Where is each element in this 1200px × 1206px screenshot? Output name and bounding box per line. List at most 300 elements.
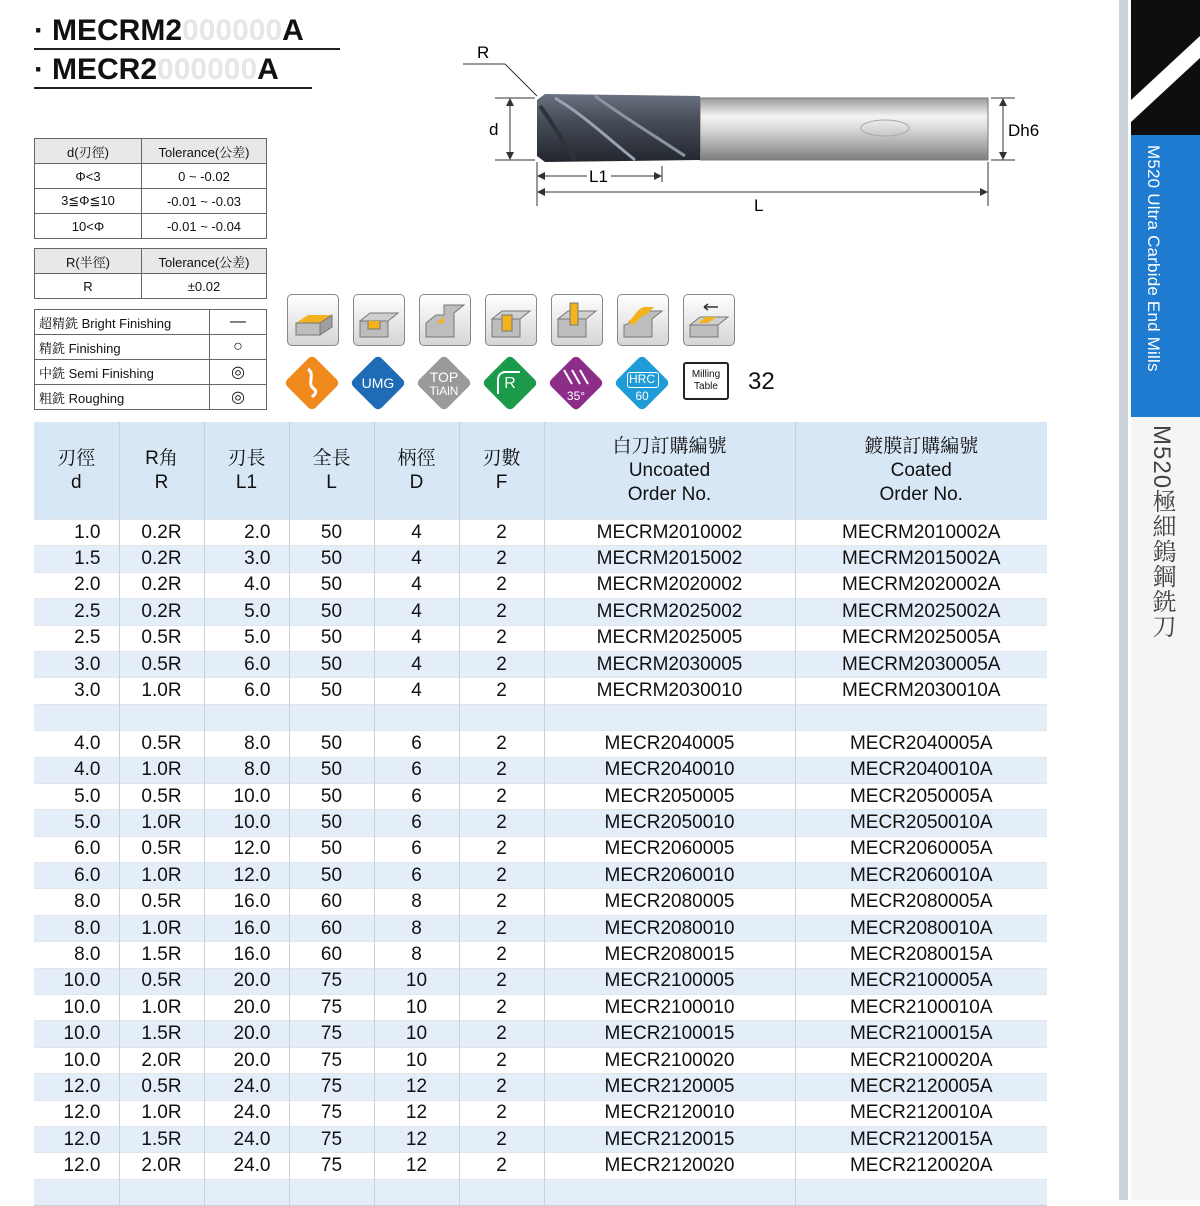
- table-cell: MECR2050005: [544, 783, 795, 809]
- table-cell: MECRM2015002A: [795, 546, 1047, 572]
- table-cell: MECR2060010: [544, 863, 795, 889]
- table-cell: 6.0: [204, 651, 289, 677]
- table-cell: MECR2080015: [544, 942, 795, 968]
- table-cell: MECR2050005A: [795, 783, 1047, 809]
- table-cell: [459, 704, 544, 730]
- table-row: [34, 836, 1047, 862]
- header-line: L: [326, 471, 337, 493]
- product-title-2: [34, 53, 279, 87]
- table-cell: MECR2040005A: [795, 731, 1047, 757]
- table-cell: 20.0: [204, 1021, 289, 1047]
- table-cell: [544, 1179, 795, 1205]
- table-cell: 4.0: [204, 572, 289, 598]
- table-cell: [204, 1179, 289, 1205]
- table-row: [34, 1100, 1047, 1126]
- label-dh6: Dh6: [1008, 121, 1040, 140]
- table-cell: 12: [374, 1100, 459, 1126]
- table-row: [34, 625, 1047, 651]
- table-cell: [374, 1179, 459, 1205]
- table-cell: 10.0: [34, 1047, 119, 1073]
- table-cell: [119, 704, 204, 730]
- side-title-chinese: M520極細鎢鋼銑刀: [1148, 425, 1175, 640]
- tolerance-d-cell: 0 ~ -0.02: [142, 164, 267, 189]
- table-cell: MECR2120020: [544, 1153, 795, 1179]
- table-cell: 6.0: [34, 836, 119, 862]
- table-cell: MECR2080005A: [795, 889, 1047, 915]
- table-cell: 6.0: [204, 678, 289, 704]
- table-cell: 8: [374, 915, 459, 941]
- table-cell: MECRM2025005A: [795, 625, 1047, 651]
- table-cell: 2: [459, 1153, 544, 1179]
- table-row: [34, 572, 1047, 598]
- table-row: [34, 651, 1047, 677]
- table-cell: 3.0: [34, 678, 119, 704]
- tolerance-r-header-r: R(半徑): [35, 249, 142, 274]
- table-cell: 24.0: [204, 1100, 289, 1126]
- table-cell: 8.0: [204, 757, 289, 783]
- header-line: Uncoated: [628, 459, 711, 481]
- table-cell: 12: [374, 1126, 459, 1152]
- tool-shank: [700, 98, 988, 160]
- table-row: [34, 889, 1047, 915]
- tolerance-d-header-tol: Tolerance(公差): [142, 139, 267, 164]
- header-line: 刃長: [227, 447, 266, 469]
- table-cell: 50: [289, 572, 374, 598]
- table-cell: 12.0: [34, 1100, 119, 1126]
- product-title-1: [34, 14, 304, 48]
- table-cell: 8: [374, 889, 459, 915]
- table-cell: 1.5: [34, 546, 119, 572]
- table-cell: [119, 1179, 204, 1205]
- table-cell: 2: [459, 810, 544, 836]
- table-cell: MECR2060005: [544, 836, 795, 862]
- label-l1: L1: [589, 167, 608, 186]
- tolerance-d-cell: -0.01 ~ -0.04: [142, 214, 267, 239]
- header-line: D: [409, 471, 424, 493]
- title-prefix: MECR2: [52, 53, 158, 86]
- table-cell: MECR2120015A: [795, 1126, 1047, 1152]
- table-cell: 12.0: [204, 836, 289, 862]
- table-cell: 50: [289, 810, 374, 836]
- table-cell: 8.0: [34, 915, 119, 941]
- tolerance-d-cell: Φ<3: [35, 164, 142, 189]
- table-cell: 50: [289, 836, 374, 862]
- table-cell: 0.5R: [119, 625, 204, 651]
- table-cell: 1.0R: [119, 863, 204, 889]
- table-cell: 2.0: [34, 572, 119, 598]
- table-cell: MECR2100015A: [795, 1021, 1047, 1047]
- table-cell: MECR2120015: [544, 1126, 795, 1152]
- finishing-label: 超精銑 Bright Finishing: [35, 310, 210, 335]
- table-cell: 2: [459, 863, 544, 889]
- table-cell: 12: [374, 1074, 459, 1100]
- table-cell: 4: [374, 678, 459, 704]
- milling-table-icon: [683, 362, 729, 400]
- slot-milling-icon: [353, 294, 405, 346]
- table-cell: 8.0: [204, 731, 289, 757]
- header-line: R: [154, 471, 169, 493]
- table-cell: 1.5R: [119, 942, 204, 968]
- table-cell: 2: [459, 783, 544, 809]
- table-cell: MECR2100005A: [795, 968, 1047, 994]
- table-cell: 4: [374, 572, 459, 598]
- tolerance-r-table: [34, 248, 267, 299]
- table-cell: 0.5R: [119, 889, 204, 915]
- table-cell: MECRM2025002: [544, 599, 795, 625]
- table-cell: 50: [289, 625, 374, 651]
- table-cell: 6.0: [34, 863, 119, 889]
- table-cell: [204, 704, 289, 730]
- table-cell: 50: [289, 599, 374, 625]
- table-cell: 2: [459, 1100, 544, 1126]
- table-cell: 12.0: [34, 1074, 119, 1100]
- side-title-english: M520 Ultra Carbide End Mills: [1144, 145, 1163, 372]
- table-cell: 5.0: [34, 783, 119, 809]
- table-cell: MECRM2025005: [544, 625, 795, 651]
- title-suffix: A: [257, 53, 279, 86]
- table-cell: 16.0: [204, 889, 289, 915]
- table-cell: 75: [289, 1047, 374, 1073]
- table-cell: 75: [289, 995, 374, 1021]
- table-row: [34, 757, 1047, 783]
- header-line: 刃數: [482, 447, 521, 469]
- helix-stripes-icon: [560, 366, 594, 388]
- side-band-blue: [1131, 135, 1200, 417]
- table-cell: 2: [459, 546, 544, 572]
- tolerance-r-header-tol: Tolerance(公差): [142, 249, 267, 274]
- table-cell: 4.0: [34, 757, 119, 783]
- table-cell: 24.0: [204, 1074, 289, 1100]
- table-row: [34, 1074, 1047, 1100]
- table-cell: 2: [459, 889, 544, 915]
- table-cell: 2: [459, 968, 544, 994]
- product-table: [34, 422, 1047, 1206]
- table-cell: [544, 704, 795, 730]
- table-cell: 0.5R: [119, 783, 204, 809]
- coating-label-top: TOP: [429, 369, 459, 385]
- title-underline: [34, 87, 312, 89]
- hrc-value: 60: [635, 389, 649, 403]
- label-r: R: [477, 43, 490, 62]
- table-cell: 50: [289, 678, 374, 704]
- table-cell: MECRM2030005A: [795, 651, 1047, 677]
- table-cell: 2: [459, 757, 544, 783]
- finishing-symbol: ◎: [210, 360, 267, 385]
- table-row: [34, 915, 1047, 941]
- table-cell: MECR2050010: [544, 810, 795, 836]
- table-cell: 1.0R: [119, 995, 204, 1021]
- coating-label-bottom: TiAlN: [429, 384, 459, 398]
- table-cell: 4: [374, 546, 459, 572]
- header-line: Coated: [890, 459, 952, 481]
- table-cell: [374, 704, 459, 730]
- table-cell: 5.0: [204, 625, 289, 651]
- table-cell: 5.0: [204, 599, 289, 625]
- finishing-table: [34, 309, 267, 410]
- finishing-label: 粗銑 Roughing: [35, 385, 210, 410]
- table-cell: MECRM2030010: [544, 678, 795, 704]
- table-cell: 2: [459, 995, 544, 1021]
- page-reference: 32: [748, 368, 775, 395]
- table-cell: MECRM2025002A: [795, 599, 1047, 625]
- table-cell: 0.2R: [119, 546, 204, 572]
- table-cell: 0.2R: [119, 520, 204, 546]
- milling-table-label-2: Table: [694, 381, 718, 392]
- table-cell: 10.0: [34, 1021, 119, 1047]
- table-cell: MECRM2020002: [544, 572, 795, 598]
- table-cell: MECR2080015A: [795, 942, 1047, 968]
- table-cell: MECR2100020: [544, 1047, 795, 1073]
- table-cell: 2.0R: [119, 1047, 204, 1073]
- face-milling-icon: [287, 294, 339, 346]
- header-line: 全長: [312, 447, 351, 469]
- table-cell: MECRM2020002A: [795, 572, 1047, 598]
- table-cell: 20.0: [204, 968, 289, 994]
- table-cell: 2.0: [204, 520, 289, 546]
- table-cell: 6: [374, 757, 459, 783]
- table-row: [34, 1047, 1047, 1073]
- finishing-symbol: ◎: [210, 385, 267, 410]
- table-cell: [34, 704, 119, 730]
- table-row: [34, 968, 1047, 994]
- table-cell: 4: [374, 651, 459, 677]
- table-cell: 24.0: [204, 1153, 289, 1179]
- table-cell: MECR2100010A: [795, 995, 1047, 1021]
- table-cell: MECR2100020A: [795, 1047, 1047, 1073]
- table-cell: MECRM2010002A: [795, 520, 1047, 546]
- table-cell: 4: [374, 520, 459, 546]
- table-cell: 1.0R: [119, 678, 204, 704]
- table-row: [34, 810, 1047, 836]
- header-line: L1: [235, 471, 258, 493]
- header-shank-diameter: [374, 422, 459, 520]
- finishing-label: 中銑 Semi Finishing: [35, 360, 210, 385]
- table-cell: MECRM2030005: [544, 651, 795, 677]
- table-cell: 2: [459, 1021, 544, 1047]
- table-cell: 0.5R: [119, 836, 204, 862]
- table-cell: 50: [289, 783, 374, 809]
- title-underline: [34, 48, 340, 50]
- table-cell: [795, 704, 1047, 730]
- table-cell: MECR2040010: [544, 757, 795, 783]
- table-cell: MECR2120005: [544, 1074, 795, 1100]
- table-cell: 2: [459, 1126, 544, 1152]
- header-diameter: [34, 422, 119, 520]
- tolerance-d-cell: 10<Φ: [35, 214, 142, 239]
- table-cell: 4.0: [34, 731, 119, 757]
- table-row: [34, 599, 1047, 625]
- table-cell: 2: [459, 731, 544, 757]
- table-cell: 3.0: [204, 546, 289, 572]
- table-row: [34, 546, 1047, 572]
- hrc-label: HRC: [629, 372, 655, 386]
- tolerance-r-cell: ±0.02: [142, 274, 267, 299]
- table-row: [34, 1126, 1047, 1152]
- header-line: F: [495, 471, 508, 493]
- table-cell: MECR2040010A: [795, 757, 1047, 783]
- table-cell: MECRM2030010A: [795, 678, 1047, 704]
- table-cell: 12.0: [204, 863, 289, 889]
- table-cell: MECR2100010: [544, 995, 795, 1021]
- table-cell: 5.0: [34, 810, 119, 836]
- table-cell: 6: [374, 836, 459, 862]
- table-cell: 1.0R: [119, 810, 204, 836]
- table-cell: MECR2120005A: [795, 1074, 1047, 1100]
- table-cell: 0.5R: [119, 731, 204, 757]
- side-header: [1131, 0, 1200, 135]
- tool-flute: [537, 94, 700, 162]
- table-cell: MECR2120020A: [795, 1153, 1047, 1179]
- table-row: [34, 678, 1047, 704]
- tolerance-d-cell: 3≦Φ≦10: [35, 189, 142, 214]
- table-row: [34, 1179, 1047, 1205]
- header-uncoated-order-no: [544, 422, 795, 520]
- table-cell: 8.0: [34, 889, 119, 915]
- tolerance-d-table: [34, 138, 267, 239]
- table-cell: 2: [459, 599, 544, 625]
- title-suffix: A: [282, 14, 304, 47]
- table-cell: 6: [374, 810, 459, 836]
- header-line: 鍍膜訂購編號: [864, 435, 979, 457]
- table-cell: MECR2080010: [544, 915, 795, 941]
- side-milling-icon: [683, 294, 735, 346]
- table-cell: 0.5R: [119, 651, 204, 677]
- table-cell: [795, 1179, 1047, 1205]
- table-cell: 75: [289, 1153, 374, 1179]
- table-cell: MECR2080010A: [795, 915, 1047, 941]
- table-cell: 12.0: [34, 1126, 119, 1152]
- table-cell: [459, 1179, 544, 1205]
- table-cell: 1.0R: [119, 1100, 204, 1126]
- table-cell: 10: [374, 968, 459, 994]
- table-cell: 4: [374, 625, 459, 651]
- table-row: [34, 863, 1047, 889]
- plunge-milling-icon: [551, 294, 603, 346]
- table-cell: 10.0: [34, 995, 119, 1021]
- table-cell: 10.0: [34, 968, 119, 994]
- finishing-label: 精銑 Finishing: [35, 335, 210, 360]
- table-cell: 12: [374, 1153, 459, 1179]
- table-cell: 60: [289, 915, 374, 941]
- table-cell: 75: [289, 1074, 374, 1100]
- table-cell: 60: [289, 942, 374, 968]
- table-cell: 2: [459, 942, 544, 968]
- table-cell: 6: [374, 783, 459, 809]
- table-cell: 50: [289, 520, 374, 546]
- table-cell: MECR2100005: [544, 968, 795, 994]
- table-cell: 2.5: [34, 625, 119, 651]
- table-cell: 10: [374, 995, 459, 1021]
- step-milling-icon: [419, 294, 471, 346]
- header-radius: [119, 422, 204, 520]
- table-cell: 50: [289, 757, 374, 783]
- label-l: L: [754, 196, 764, 215]
- table-cell: 8.0: [34, 942, 119, 968]
- table-cell: 50: [289, 863, 374, 889]
- table-cell: 0.2R: [119, 599, 204, 625]
- table-cell: 10.0: [204, 783, 289, 809]
- header-line: R角: [145, 447, 178, 469]
- table-cell: 2: [459, 651, 544, 677]
- table-cell: MECR2060005A: [795, 836, 1047, 862]
- table-cell: 2: [459, 520, 544, 546]
- table-cell: 24.0: [204, 1126, 289, 1152]
- table-cell: MECR2120010A: [795, 1100, 1047, 1126]
- table-cell: MECR2120010: [544, 1100, 795, 1126]
- finishing-symbol: ○: [210, 335, 267, 360]
- table-cell: 6: [374, 863, 459, 889]
- table-cell: 1.0R: [119, 757, 204, 783]
- umg-label: UMG: [361, 375, 395, 391]
- table-cell: 1.0: [34, 520, 119, 546]
- table-cell: 20.0: [204, 995, 289, 1021]
- tolerance-r-cell: R: [35, 274, 142, 299]
- flute-icon: [298, 367, 326, 399]
- finishing-symbol: —: [210, 310, 267, 335]
- table-cell: 2: [459, 678, 544, 704]
- header-line: 刃徑: [57, 447, 96, 469]
- table-cell: 2: [459, 625, 544, 651]
- table-cell: 2: [459, 1074, 544, 1100]
- table-row: [34, 942, 1047, 968]
- radius-label: R: [504, 375, 516, 392]
- table-cell: 75: [289, 1021, 374, 1047]
- table-cell: 16.0: [204, 942, 289, 968]
- table-row: [34, 783, 1047, 809]
- table-cell: 4: [374, 599, 459, 625]
- header-coated-order-no: [795, 422, 1047, 520]
- table-cell: 1.0R: [119, 915, 204, 941]
- table-cell: MECRM2010002: [544, 520, 795, 546]
- table-cell: 2.0R: [119, 1153, 204, 1179]
- table-cell: [289, 704, 374, 730]
- title-ghost-digits: 000000: [182, 14, 283, 47]
- header-line: Order No.: [879, 483, 963, 505]
- table-row: [34, 704, 1047, 730]
- header-flute-length: [204, 422, 289, 520]
- table-cell: 0.5R: [119, 968, 204, 994]
- table-cell: 1.5R: [119, 1021, 204, 1047]
- table-cell: MECR2050010A: [795, 810, 1047, 836]
- table-cell: 75: [289, 968, 374, 994]
- table-row: [34, 520, 1047, 546]
- table-cell: MECRM2015002: [544, 546, 795, 572]
- header-flutes: [459, 422, 544, 520]
- milling-table-label-1: Milling: [691, 369, 721, 380]
- table-cell: 2: [459, 836, 544, 862]
- table-cell: 2: [459, 915, 544, 941]
- table-row: [34, 1153, 1047, 1179]
- label-d: d: [489, 120, 499, 139]
- title-ghost-digits: 000000: [157, 53, 258, 86]
- table-cell: 10: [374, 1021, 459, 1047]
- table-cell: [34, 1179, 119, 1205]
- tolerance-d-header-d: d(刃徑): [35, 139, 142, 164]
- table-cell: 12.0: [34, 1153, 119, 1179]
- header-line: 白刀訂購編號: [612, 435, 727, 457]
- table-cell: 60: [289, 889, 374, 915]
- table-cell: 2.5: [34, 599, 119, 625]
- table-row: [34, 995, 1047, 1021]
- header-line: d: [70, 471, 82, 493]
- helix-angle-label: 35°: [566, 389, 586, 403]
- table-cell: 2: [459, 1047, 544, 1073]
- table-cell: 50: [289, 546, 374, 572]
- table-cell: 50: [289, 651, 374, 677]
- title-prefix: MECRM2: [52, 14, 183, 47]
- tolerance-d-cell: -0.01 ~ -0.03: [142, 189, 267, 214]
- title-bullet: ·: [34, 14, 44, 47]
